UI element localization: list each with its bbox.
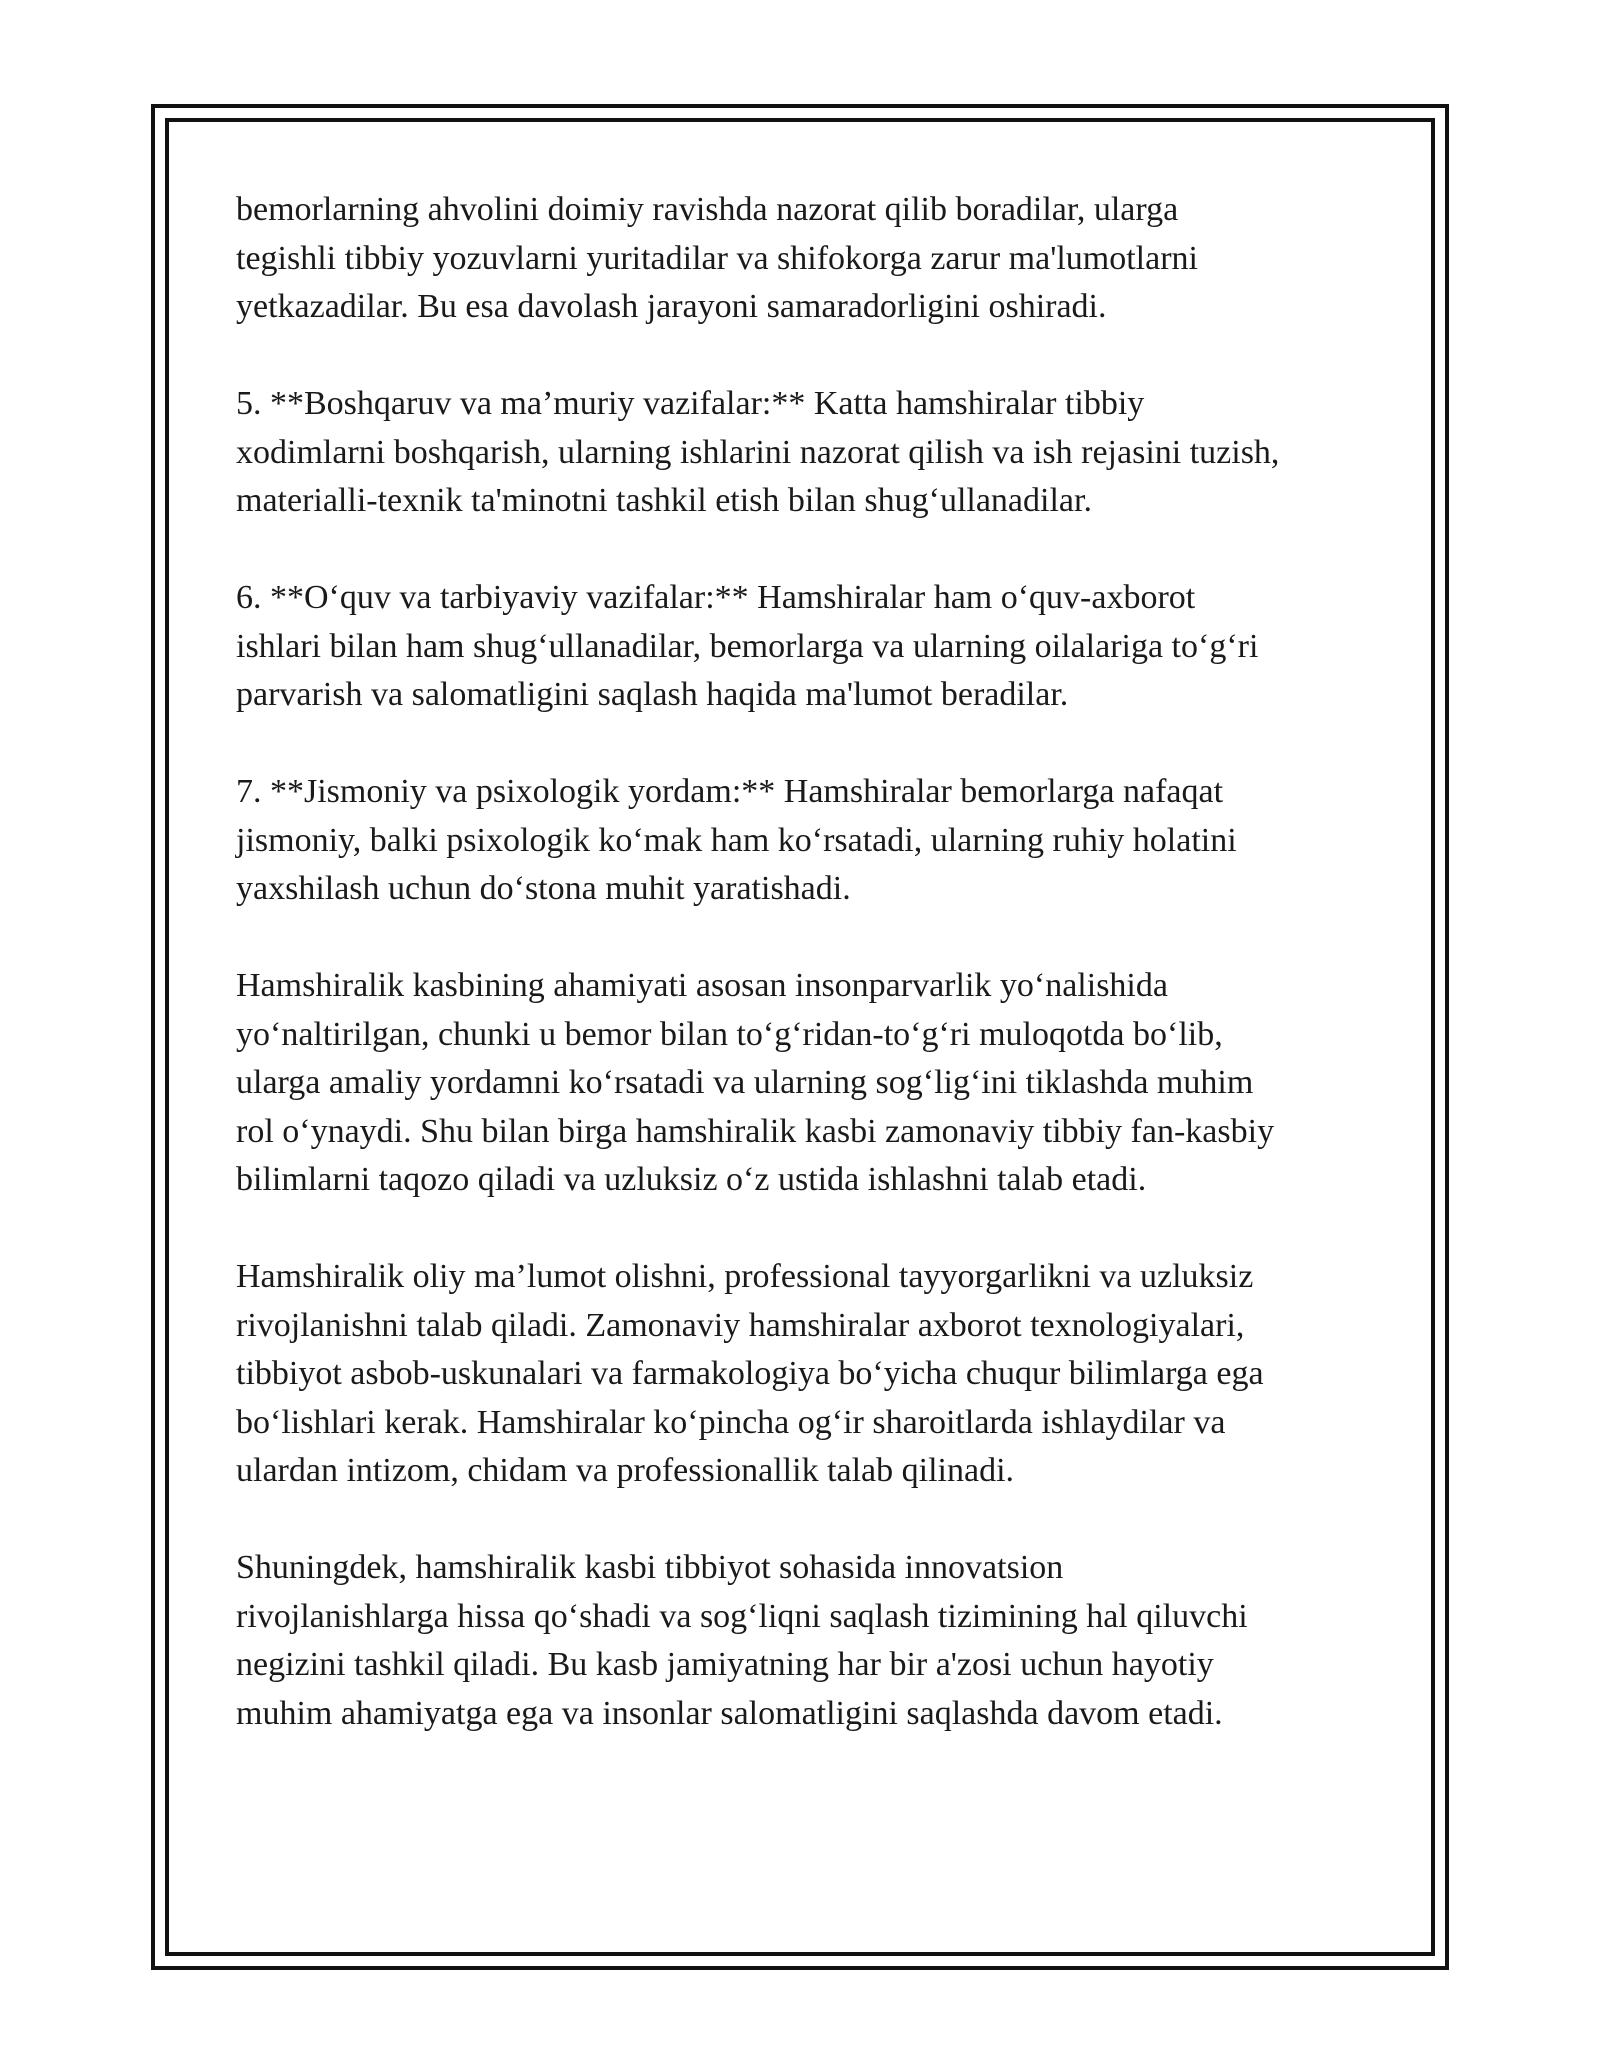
text-line: Shuningdek, hamshiralik kasbi tibbiyot sohasida innovatsion [236,1549,1064,1586]
text-line: 6. **O‘quv va tarbiyaviy vazifalar:** Hamshiralar ham o‘quv-axborot [236,579,1196,616]
text-line: materialli-texnik ta'minotni tashkil etish bilan shug‘ullanadilar. [236,482,1092,519]
paragraph [236,186,1376,332]
text-line: jismoniy, balki psixologik ko‘mak ham ko‘rsatadi, ularning ruhiy holatini [236,821,1237,859]
text-line: ularga amaliy yordamni ko‘rsatadi va ularning sog‘lig‘ini tiklashda muhim [236,1064,1254,1101]
document-body [236,186,1376,1787]
paragraph [236,1253,1376,1496]
text-line: bemorlarning ahvolini doimiy ravishda nazorat qilib boradilar, ularga [236,191,1179,228]
text-line: tibbiyot asbob-uskunalari va farmakologiya bo‘yicha chuqur bilimlarga ega [236,1355,1264,1392]
text-line: muhim ahamiyatga ega va insonlar salomatligini saqlashda davom etadi. [236,1694,1223,1732]
text-line: rivojlanishni talab qiladi. Zamonaviy hamshiralar axborot texnologiyalari, [236,1306,1245,1344]
paragraph [236,380,1376,526]
text-line: yetkazadilar. Bu esa davolash jarayoni samaradorligini oshiradi. [236,288,1107,325]
text-line: 7. **Jismoniy va psixologik yordam:** Hamshiralar bemorlarga nafaqat [236,773,1224,810]
text-line: Hamshiralik kasbining ahamiyati asosan insonparvarlik yo‘nalishida [236,967,1168,1004]
text-line: parvarish va salomatligini saqlash haqida ma'lumot beradilar. [236,676,1069,713]
text-line: xodimlarni boshqarish, ularning ishlarini nazorat qilish va ish rejasini tuzish, [236,433,1280,471]
text-line: yaxshilash uchun do‘stona muhit yaratishadi. [236,870,851,907]
text-line: rol o‘ynaydi. Shu bilan birga hamshiralik kasbi zamonaviy tibbiy fan-kasbiy [236,1112,1275,1150]
paragraph [236,962,1376,1205]
text-line: bo‘lishlari kerak. Hamshiralar ko‘pincha og‘ir sharoitlarda ishlaydilar va [236,1403,1226,1441]
text-line: 5. **Boshqaruv va ma’muriy vazifalar:** Katta hamshiralar tibbiy [236,385,1145,422]
text-line: bilimlarni taqozo qiladi va uzluksiz o‘z ustida ishlashni talab etadi. [236,1161,1147,1198]
text-line: negizini tashkil qiladi. Bu kasb jamiyatning har bir a'zosi uchun hayotiy [236,1646,1214,1683]
text-line: yo‘naltirilgan, chunki u bemor bilan to‘g‘ridan-to‘g‘ri muloqotda bo‘lib, [236,1015,1223,1053]
paragraph [236,574,1376,720]
text-line: rivojlanishlarga hissa qo‘shadi va sog‘liqni saqlash tizimining hal qiluvchi [236,1597,1248,1635]
paragraph [236,1544,1376,1738]
text-line: tegishli tibbiy yozuvlarni yuritadilar va shifokorga zarur ma'lumotlarni [236,239,1198,277]
text-line: ishlari bilan ham shug‘ullanadilar, bemorlarga va ularning oilalariga to‘g‘ri [236,627,1259,665]
paragraph [236,768,1376,914]
text-line: ulardan intizom, chidam va professionallik talab qilinadi. [236,1452,1015,1489]
text-line: Hamshiralik oliy ma’lumot olishni, professional tayyorgarlikni va uzluksiz [236,1258,1254,1295]
